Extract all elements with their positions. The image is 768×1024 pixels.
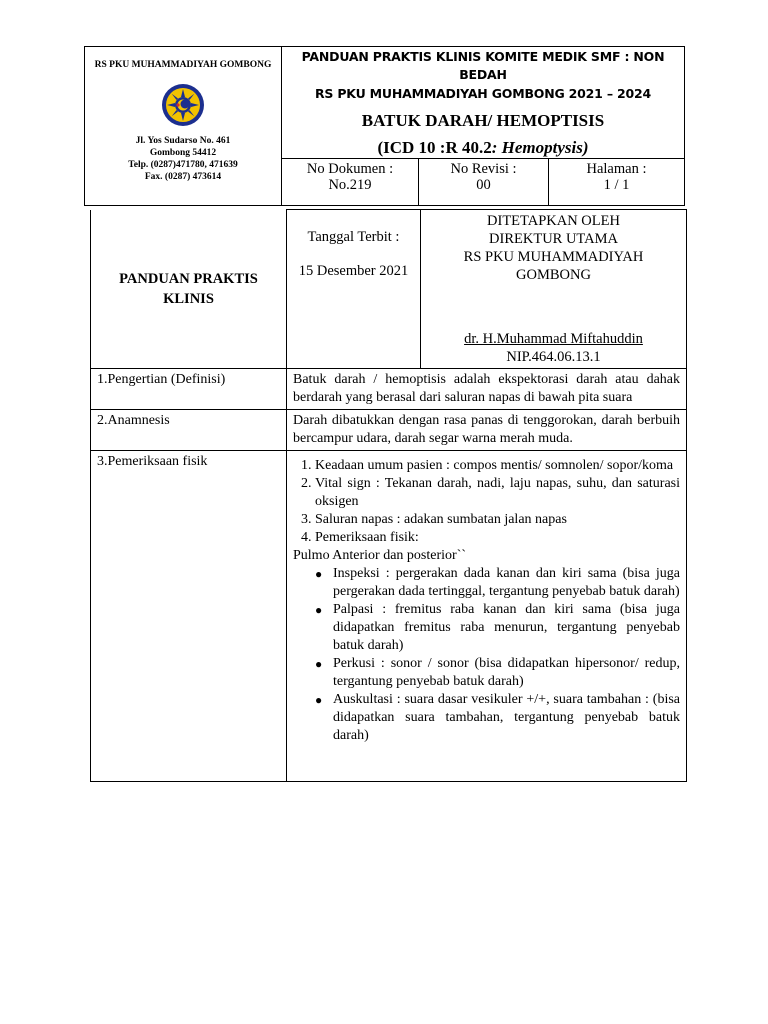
halaman-value: 1 / 1: [603, 177, 630, 193]
pulmo-item-text: Palpasi : fremitus raba kanan dan kiri sama (bisa juga didapatkan fremitus raba menurun, tergantung penyebab batuk darah): [333, 602, 680, 653]
hospital-info-cell: [85, 47, 282, 206]
pemeriksaan-text-cell: [287, 451, 687, 782]
list-item: 3. Saluran napas : adakan sumbatan jalan napas: [315, 511, 680, 529]
no-revisi-value: 00: [476, 177, 491, 193]
header-table: [84, 46, 685, 206]
bullet-icon: ●: [315, 603, 323, 617]
no-revisi-cell: [419, 159, 549, 206]
panduan-praktis-klinis-label: PANDUAN PRAKTIS KLINIS: [119, 270, 258, 307]
anamnesis-label: 2.Anamnesis: [97, 413, 170, 428]
ditetapkan-oleh: DITETAPKAN OLEH: [487, 213, 620, 229]
tanggal-terbit-label: Tanggal Terbit :: [307, 229, 400, 245]
guide-title-line1: PANDUAN PRAKTIS KLINIS KOMITE MEDIK SMF : NON BEDAH: [301, 49, 665, 82]
pulmo-line: Pulmo Anterior dan posterior``: [293, 548, 467, 563]
address-line: Fax. (0287) 473614: [144, 172, 222, 182]
tanggal-terbit-value: 15 Desember 2021: [298, 263, 409, 279]
rs-name: RS PKU MUHAMMADIYAH: [463, 249, 644, 265]
pemeriksaan-list: [293, 457, 680, 547]
anamnesis-text: Darah dibatukkan dengan rasa panas di tenggorokan, darah berbuih bercampur udara, darah segar warna merah muda.: [293, 413, 680, 446]
pengertian-text: Batuk darah / hemoptisis adalah ekspektorasi darah atau dahak berdarah yang berasal dari saluran napas di bawah pita suara: [293, 372, 680, 405]
bullet-icon: ●: [315, 693, 323, 707]
list-item: [315, 691, 680, 745]
address-line: Telp. (0287)471780, 471639: [128, 160, 238, 170]
bullet-icon: ●: [315, 567, 323, 581]
rs-city: GOMBONG: [516, 267, 591, 283]
direktur-utama: DIREKTUR UTAMA: [489, 231, 618, 247]
ditetapkan-cell: [421, 210, 687, 369]
content-table: [90, 209, 687, 782]
pulmo-item-text: Inspeksi : pergerakan dada kanan dan kiri sama (bisa juga pergerakan dada tertinggal, tergantung penyebab batuk darah): [333, 566, 680, 599]
signer-name: dr. H.Muhammad Miftahuddin: [464, 331, 643, 347]
bullet-icon: ●: [315, 657, 323, 671]
no-dokumen-cell: [282, 159, 419, 206]
list-item: [315, 565, 680, 601]
title-cell: [282, 47, 685, 159]
document-title: BATUK DARAH/ HEMOPTISIS: [361, 111, 605, 130]
muhammadiyah-logo-icon: [161, 83, 205, 127]
halaman-cell: [549, 159, 685, 206]
list-item: 1. Keadaan umum pasien : compos mentis/ somnolen/ sopor/koma: [315, 457, 680, 475]
pemeriksaan-label: 3.Pemeriksaan fisik: [97, 454, 208, 469]
pulmo-list: [293, 565, 680, 745]
icd-italic: : Hemoptysis): [491, 138, 589, 157]
guide-title-line2: RS PKU MUHAMMADIYAH GOMBONG 2021 – 2024: [314, 86, 652, 101]
address-line: Jl. Yos Sudarso No. 461: [135, 136, 231, 146]
pengertian-label-cell: [91, 369, 287, 410]
pulmo-item-text: Perkusi : sonor / sonor (bisa didapatkan hipersonor/ redup, tergantung penyebab batuk darah): [333, 656, 680, 689]
no-dokumen-value: No.219: [328, 177, 372, 193]
halaman-label: Halaman :: [586, 161, 647, 177]
pulmo-item-text: Auskultasi : suara dasar vesikuler +/+, suara tambahan : (bisa didapatkan suara tambahan, tergantung penyebab batuk darah): [333, 692, 680, 743]
list-item: [315, 655, 680, 691]
anamnesis-text-cell: [287, 410, 687, 451]
pengertian-text-cell: [287, 369, 687, 410]
panduan-praktis-klinis-cell: [91, 210, 287, 369]
address-line: Gombong 54412: [149, 148, 217, 158]
hospital-name: RS PKU MUHAMMADIYAH GOMBONG: [94, 60, 272, 70]
no-dokumen-label: No Dokumen :: [306, 161, 394, 177]
tanggal-terbit-cell: [287, 210, 421, 369]
pengertian-label: 1.Pengertian (Definisi): [97, 372, 226, 387]
list-item: 4. Pemeriksaan fisik:: [315, 529, 680, 547]
signer-nip: NIP.464.06.13.1: [506, 349, 601, 365]
list-item: 2. Vital sign : Tekanan darah, nadi, laju napas, suhu, dan saturasi oksigen: [315, 475, 680, 511]
icd-code: [282, 138, 684, 158]
no-revisi-label: No Revisi :: [450, 161, 517, 177]
icd-prefix: (ICD 10 :R 40.2: [377, 138, 492, 157]
list-item: [315, 601, 680, 655]
anamnesis-label-cell: [91, 410, 287, 451]
pemeriksaan-label-cell: [91, 451, 287, 782]
